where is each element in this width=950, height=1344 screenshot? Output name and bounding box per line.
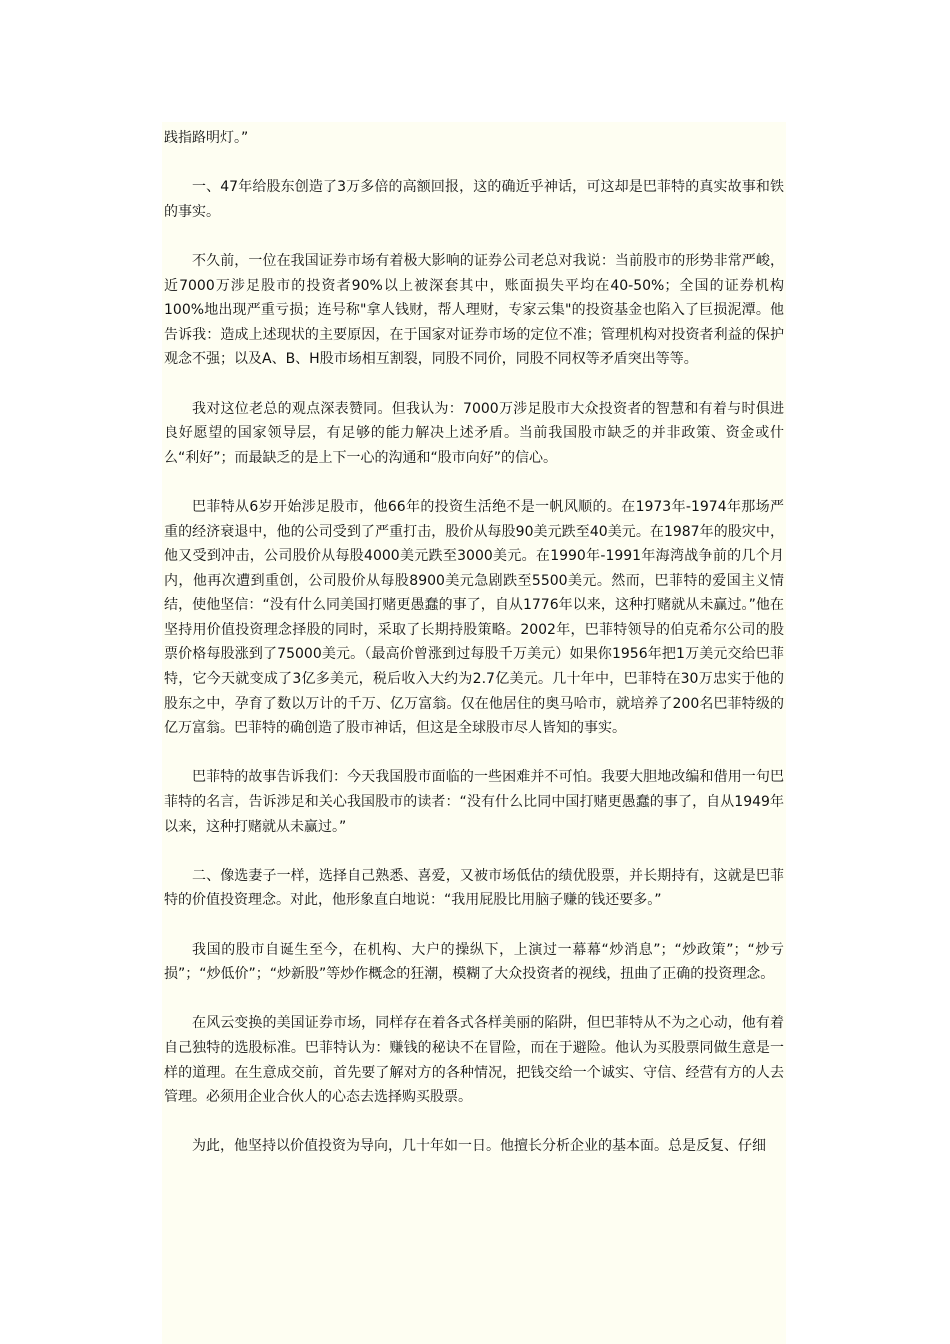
paragraph-3: 不久前，一位在我国证券市场有着极大影响的证券公司老总对我说：当前股市的形势非常严峻，近7000万涉足股市的投资者90%以上被深套其中，账面损失平均在40-50%；全国的证券机构100%地出现严重亏损；连号称"拿人钱财，帮人理财，专家云集"的投资基金也陷入了巨损泥潭。他告诉我：造成上述现状的主要原因，在于国家对证券市场的定位不准；管理机构对投资者利益的保护观念不强；以及A、B、H股市场相互割裂，同股不同价，同股不同权等矛盾突出等等。 bbox=[164, 252, 784, 368]
article-body bbox=[164, 126, 784, 1184]
paragraph-2: 一、47年给股东创造了3万多倍的高额回报，这的确近乎神话，可这却是巴菲特的真实故事和铁的事实。 bbox=[164, 179, 784, 220]
paragraph-1: 践指路明灯。” bbox=[164, 130, 249, 146]
paragraph-4: 我对这位老总的观点深表赞同。但我认为：7000万涉足股市大众投资者的智慧和有着与时俱进良好愿望的国家领导层，有足够的能力解决上述矛盾。当前我国股市缺乏的并非政策、资金或什么“利好”；而最缺乏的是上下一心的沟通和“股市向好”的信心。 bbox=[164, 400, 784, 466]
paragraph-7: 二、像选妻子一样，选择自己熟悉、喜爱，又被市场低估的绩优股票，并长期持有，这就是巴菲特的价值投资理念。对此，他形象直白地说：“我用屁股比用脑子赚的钱还要多。” bbox=[164, 867, 784, 909]
paragraph-9: 在风云变换的美国证券市场，同样存在着各式各样美丽的陷阱，但巴菲特从不为之心动，他有着自己独特的选股标准。巴菲特认为：赚钱的秘诀不在冒险，而在于避险。他认为买股票同做生意是一样的道理。在生意成交前，首先要了解对方的各种情况，把钱交给一个诚实、守信、经营有方的人去管理。必须用企业合伙人的心态去选择购买股票。 bbox=[164, 1015, 784, 1106]
paragraph-10: 为此，他坚持以价值投资为导向，几十年如一日。他擅长分析企业的基本面。总是反复、仔细 bbox=[192, 1138, 766, 1155]
paragraph-8: 我国的股市自诞生至今，在机构、大户的操纵下，上演过一幕幕“炒消息”；“炒政策”；“炒亏损”；“炒低价”；“炒新股”等炒作概念的狂潮，模糊了大众投资者的视线，扭曲了正确的投资理念。 bbox=[164, 941, 784, 983]
paragraph-6: 巴菲特的故事告诉我们：今天我国股市面临的一些困难并不可怕。我要大胆地改编和借用一句巴菲特的名言，告诉涉足和关心我国股市的读者：“没有什么比同中国打赌更愚蠢的事了，自从1949年以来，这种打赌就从未赢过。” bbox=[164, 769, 784, 835]
paragraph-5: 巴菲特从6岁开始涉足股市，他66年的投资生活绝不是一帆风顺的。在1973年-1974年那场严重的经济衰退中，他的公司受到了严重打击，股价从每股90美元跌至40美元。在1987年的股灾中，他又受到冲击，公司股价从每股4000美元跌至3000美元。在1990年-1991年海湾战争前的几个月内，他再次遭到重创，公司股价从每股8900美元急剧跌至5500美元。然而，巴菲特的爱国主义情结，使他坚信：“没有什么同美国打赌更愚蠢的事了，自从1776年以来，这种打赌就从未赢过。”他在坚持用价值投资理念择股的同时，采取了长期持股策略。2002年，巴菲特领导的伯克希尔公司的股票价格每股涨到了75000美元。（最高价曾涨到过每股千万美元）如果你1956年把1万美元交给巴菲特，它今天就变成了3亿多美元，税后收入大约为2.7亿美元。几十年中，巴菲特在30万忠实于他的股东之中，孕育了数以万计的千万、亿万富翁。仅在他居住的奥马哈市，就培养了200名巴菲特级的亿万富翁。巴菲特的确创造了股市神话，但这是全球股市尽人皆知的事实。 bbox=[164, 498, 784, 737]
